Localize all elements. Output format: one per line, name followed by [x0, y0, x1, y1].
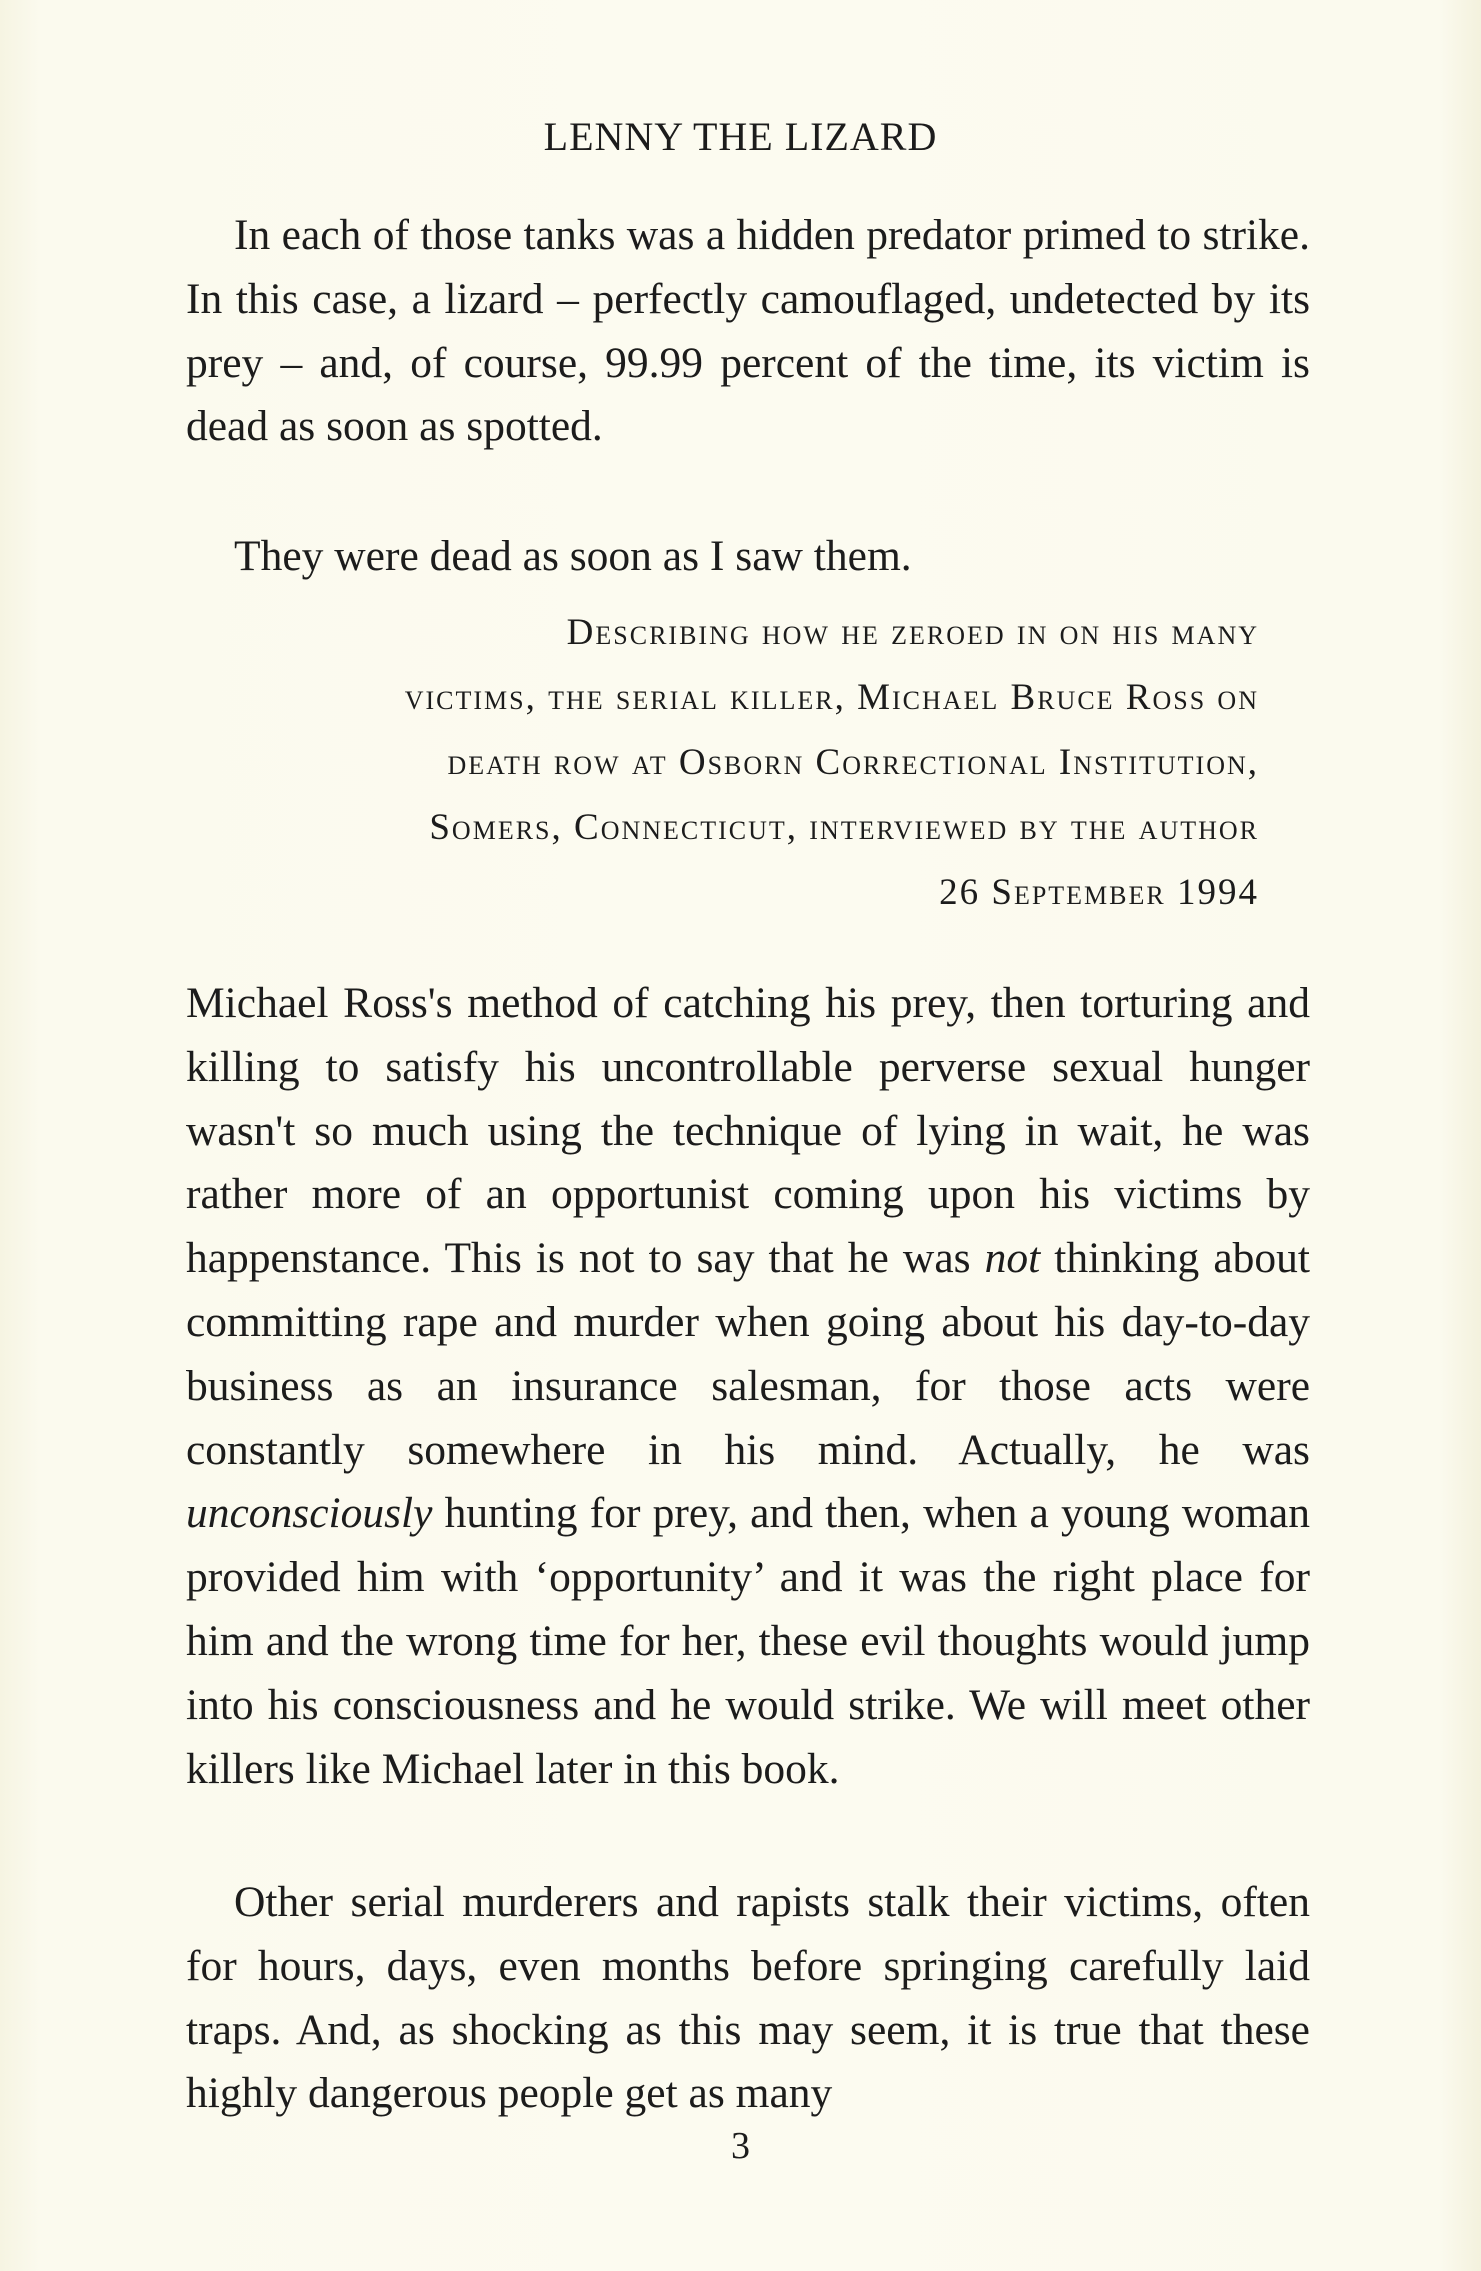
attribution-date: 26 September 1994	[939, 872, 1259, 913]
text-run: hunting for prey, and then, when a young woman provided him with ‘opportunity’ and it was the right place for him and the wrong time for her, these evil thoughts would jump into his consciousness and he would strike. We will meet other killers like Michael later in this book.	[186, 1489, 1310, 1793]
text-run: thinking about committing rape and murder when going about his day-to-day business as an insurance salesman, for those acts were constantly somewhere in his mind. Actually, he was	[186, 1234, 1310, 1474]
paragraph-text	[186, 972, 1310, 1801]
running-head: LENNY THE LIZARD	[543, 114, 938, 159]
epigraph-attribution	[259, 600, 1259, 925]
attribution-line: Somers, Connecticut, interviewed by the author	[429, 807, 1259, 848]
paragraph-text: In each of those tanks was a hidden predator primed to strike. In this case, a lizard – perfectly camouflaged, undetected by its prey – and, of course, 99.99 percent of the time, its victim is dead as soon as spotted.	[186, 211, 1310, 451]
paragraph-text: Other serial murderers and rapists stalk their victims, often for hours, days, even months before springing carefully laid traps. And, as shocking as this may seem, it is true that these highly dangerous people get as many	[186, 1878, 1310, 2118]
epigraph-quote: They were dead as soon as I saw them.	[234, 532, 912, 580]
italic-text: not	[984, 1234, 1041, 1283]
paragraph-michael-ross	[186, 972, 1310, 1801]
attribution-line: victims, the serial killer, Michael Bruce Ross on	[404, 677, 1259, 718]
paragraph-lizard	[186, 204, 1310, 459]
attribution-line: Describing how he zeroed in on his many	[566, 612, 1259, 653]
italic-text: unconsciously	[186, 1489, 433, 1538]
text-run: Michael Ross's method of catching his prey, then torturing and killing to satisfy his uncontrollable perverse sexual hunger wasn't so much using the technique of lying in wait, he was rather more of an opportunist coming upon his victims by happenstance. This is not to say that he was	[186, 979, 1310, 1283]
attribution-line: death row at Osborn Correctional Institution,	[447, 742, 1259, 783]
page-number: 3	[731, 2125, 750, 2167]
paragraph-other-murderers	[186, 1871, 1310, 2126]
